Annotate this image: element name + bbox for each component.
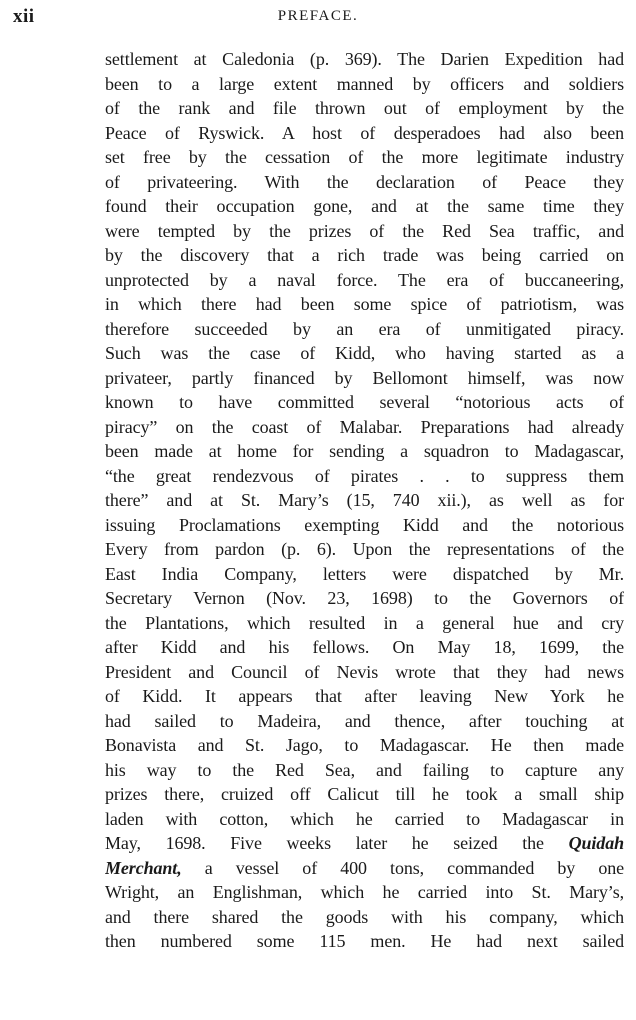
- text-line: piracy” on the coast of Malabar. Preparations had already: [105, 416, 624, 437]
- page-number: xii: [13, 6, 35, 27]
- text-line: therefore succeeded by an era of unmitigated piracy.: [105, 318, 624, 339]
- text-line: set free by the cessation of the more legitimate industry: [105, 147, 624, 167]
- text-line: by the discovery that a rich trade was being carried on: [105, 245, 624, 265]
- ship-name-italic: Merchant,: [105, 857, 182, 878]
- text-line: laden with cotton, which he carried to Madagascar in: [105, 808, 624, 829]
- preface-body: [105, 47, 624, 954]
- text-line: President and Council of Nevis wrote that they had news: [105, 661, 624, 682]
- text-line: privateer, partly financed by Bellomont himself, was now: [105, 367, 624, 388]
- text-span: May, 1698. Five weeks later he seized the: [105, 833, 544, 853]
- text-line: had sailed to Madeira, and thence, after touching at: [105, 710, 624, 731]
- text-line: of privateering. With the declaration of Peace they: [105, 171, 624, 192]
- text-line: then numbered some 115 men. He had next sailed: [105, 931, 624, 951]
- running-title: PREFACE.: [277, 8, 359, 24]
- text-line: his way to the Red Sea, and failing to capture any: [105, 759, 624, 780]
- text-line: found their occupation gone, and at the same time they: [105, 196, 624, 216]
- text-line: [105, 856, 624, 881]
- text-line: Bonavista and St. Jago, to Madagascar. He then made: [105, 735, 624, 755]
- text-line: settlement at Caledonia (p. 369). The Darien Expedition had: [105, 49, 624, 69]
- text-line: Peace of Ryswick. A host of desperadoes had also been: [105, 122, 624, 143]
- text-span: a vessel of 400 tons, commanded by one: [204, 857, 624, 878]
- text-line: “the great rendezvous of pirates . . to suppress them: [105, 465, 624, 486]
- text-line: the Plantations, which resulted in a general hue and cry: [105, 612, 624, 633]
- text-line: known to have committed several “notorious acts of: [105, 392, 624, 412]
- ship-name-italic: Quidah: [568, 833, 624, 853]
- text-line: issuing Proclamations exempting Kidd and the notorious: [105, 514, 624, 535]
- text-line: East India Company, letters were dispatched by Mr.: [105, 563, 624, 584]
- text-line: were tempted by the prizes of the Red Sea traffic, and: [105, 220, 624, 241]
- text-line: of the rank and file thrown out of employment by the: [105, 98, 624, 118]
- text-line: Such was the case of Kidd, who having started as a: [105, 343, 624, 363]
- text-line: Wright, an Englishman, which he carried into St. Mary’s,: [105, 882, 624, 902]
- text-line: there” and at St. Mary’s (15, 740 xii.), as well as for: [105, 490, 624, 510]
- text-line: prizes there, cruized off Calicut till he took a small ship: [105, 784, 624, 804]
- text-line: [105, 831, 624, 856]
- text-line: been made at home for sending a squadron to Madagascar,: [105, 441, 624, 461]
- text-line: and there shared the goods with his company, which: [105, 906, 624, 927]
- text-line: unprotected by a naval force. The era of buccaneering,: [105, 269, 624, 290]
- text-line: after Kidd and his fellows. On May 18, 1699, the: [105, 637, 624, 657]
- text-line: been to a large extent manned by officers and soldiers: [105, 73, 624, 94]
- text-line: of Kidd. It appears that after leaving New York he: [105, 686, 624, 706]
- text-line: in which there had been some spice of patriotism, was: [105, 294, 624, 314]
- text-line: Every from pardon (p. 6). Upon the representations of the: [105, 539, 624, 559]
- text-line: Secretary Vernon (Nov. 23, 1698) to the Governors of: [105, 588, 624, 608]
